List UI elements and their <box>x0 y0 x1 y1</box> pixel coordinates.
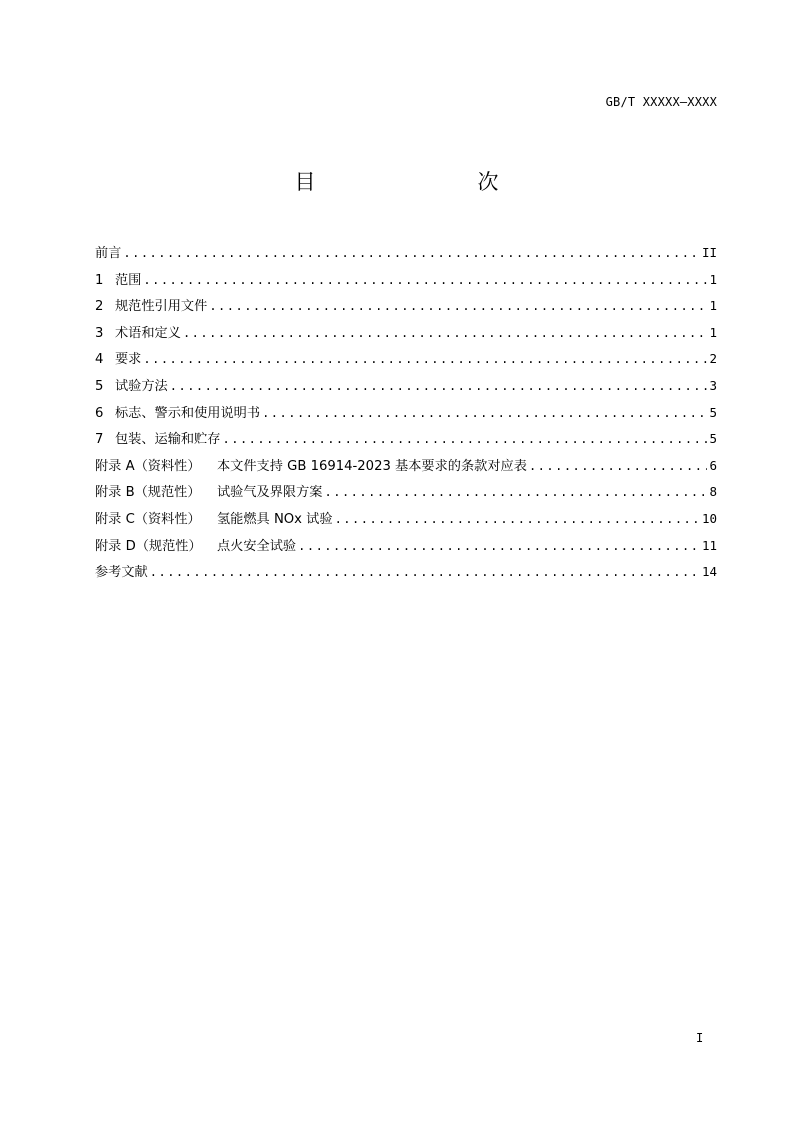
toc-entry-label: 要求 <box>115 352 142 368</box>
toc-entry-marking[interactable] <box>95 400 717 427</box>
dot-leader <box>123 240 700 267</box>
toc-page-number: 10 <box>701 510 717 526</box>
dot-leader <box>209 293 707 320</box>
toc-page-number: 5 <box>709 431 717 447</box>
toc-entry-label: 氢能燃具 NOx 试验 <box>217 511 333 527</box>
toc-entry-label: 点火安全试验 <box>217 538 297 554</box>
dot-leader <box>223 426 708 453</box>
toc-entry-number: 3 <box>95 325 104 341</box>
toc-entry-annex-d[interactable] <box>95 533 717 560</box>
dot-leader <box>150 559 700 586</box>
toc-entry-annex-b[interactable] <box>95 479 717 506</box>
page-folio: I <box>696 1031 704 1045</box>
toc-title: 目 次 <box>294 170 539 194</box>
annex-tag: 附录 A（资料性） <box>95 458 201 474</box>
toc-page-number: 2 <box>709 351 717 367</box>
toc-entry-number: 4 <box>95 352 104 368</box>
toc-entry-test-methods[interactable] <box>95 373 717 400</box>
toc-entry-label: 前言 <box>95 246 122 261</box>
dot-leader <box>529 453 708 480</box>
dot-leader <box>325 479 708 506</box>
dot-leader <box>170 373 708 400</box>
dot-leader <box>143 346 707 373</box>
toc-entry-normative-references[interactable] <box>95 293 717 320</box>
toc-entry-label: 术语和定义 <box>115 325 181 341</box>
toc-entry-label: 试验方法 <box>115 378 168 394</box>
toc-entry-number: 6 <box>95 405 104 421</box>
toc-entry-label: 标志、警示和使用说明书 <box>115 405 261 421</box>
dot-leader <box>183 320 708 347</box>
toc-page-number: 3 <box>709 377 717 393</box>
toc-page-number: 5 <box>709 404 717 420</box>
dot-leader <box>335 506 700 533</box>
toc-entry-number: 1 <box>95 272 104 288</box>
annex-tag: 附录 B（规范性） <box>95 485 201 501</box>
toc-entry-label: 规范性引用文件 <box>115 299 208 315</box>
toc-entry-bibliography[interactable] <box>95 559 717 586</box>
toc-page-number: 1 <box>709 271 717 287</box>
toc-entry-terms-definitions[interactable] <box>95 320 717 347</box>
toc-page-number: 14 <box>701 564 717 580</box>
toc-entry-label: 范围 <box>115 272 142 288</box>
toc-entry-requirements[interactable] <box>95 346 717 373</box>
toc-entry-annex-c[interactable] <box>95 506 717 533</box>
annex-tag: 附录 C（资料性） <box>95 511 201 527</box>
toc-entry-number: 7 <box>95 432 104 448</box>
toc-page-number: 8 <box>709 484 717 500</box>
toc-entry-scope[interactable] <box>95 267 717 294</box>
toc-entry-label: 包装、运输和贮存 <box>115 432 221 448</box>
standard-code: GB/T XXXXX—XXXX <box>605 95 717 109</box>
toc-entry-label: 参考文献 <box>95 565 148 581</box>
dot-leader <box>143 267 707 294</box>
toc-page-number: II <box>701 245 717 260</box>
annex-tag: 附录 D（规范性） <box>95 538 202 554</box>
toc-page-number: 1 <box>709 324 717 340</box>
toc-entry-packaging[interactable] <box>95 426 717 453</box>
toc-entry-label: 本文件支持 GB 16914-2023 基本要求的条款对应表 <box>217 458 527 474</box>
toc-entry-number: 5 <box>95 378 104 394</box>
table-of-contents <box>95 240 717 586</box>
toc-page-number: 6 <box>709 457 717 473</box>
toc-entry-number: 2 <box>95 299 104 315</box>
toc-page-number: 11 <box>701 537 717 553</box>
toc-entry-foreword[interactable] <box>95 240 717 267</box>
dot-leader <box>262 400 707 427</box>
dot-leader <box>298 533 700 560</box>
toc-page-number: 1 <box>709 298 717 314</box>
toc-entry-label: 试验气及界限方案 <box>217 485 323 501</box>
toc-entry-annex-a[interactable] <box>95 453 717 480</box>
